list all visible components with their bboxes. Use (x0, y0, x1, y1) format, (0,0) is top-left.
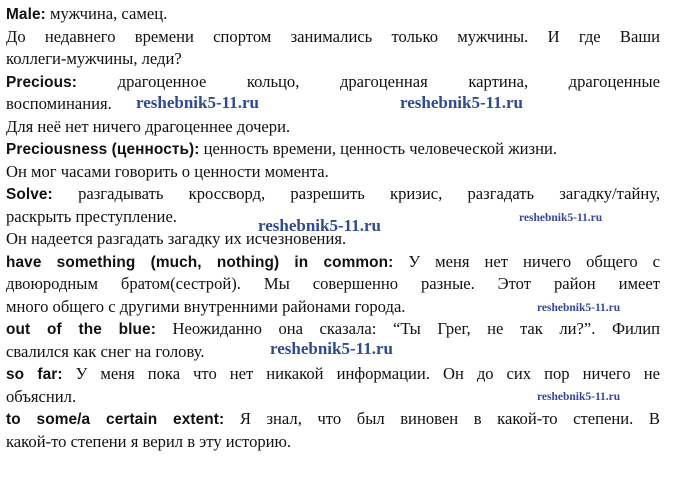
example-to-some-extent-part-2: какой-то степени я верил в эту историю. (6, 431, 292, 451)
term-so-far: so far: (6, 366, 63, 383)
entry-out-of-the-blue-line-1 (6, 318, 660, 341)
example-have-something-part-3: много общего с другими внутренними районами города. (6, 296, 406, 316)
example-to-some-extent-part-1: Я знал, что был виновен в какой-то степени. В (239, 409, 660, 428)
definition-precious-part-2: воспоминания. (6, 94, 112, 113)
watermark: reshebnik5-11.ru (136, 93, 259, 112)
watermark: reshebnik5-11.ru (400, 93, 523, 112)
definition-precious-part-1: драгоценное кольцо, драгоценная картина, драгоценные (117, 71, 660, 91)
term-precious: Precious: (6, 73, 78, 91)
entry-to-some-extent-line-1 (6, 408, 660, 431)
example-out-of-the-blue-part-1: Неожиданно она сказала: “Ты Грег, не так ли?”. Филип (172, 319, 660, 338)
example-precious: Для неё нет ничего драгоценнее дочери. (6, 116, 291, 136)
definition-preciousness: ценность времени, ценность человеческой жизни. (203, 139, 558, 158)
term-solve: Solve: (6, 186, 53, 203)
term-out-of-the-blue: out of the blue: (6, 321, 156, 338)
watermark: reshebnik5-11.ru (258, 216, 381, 235)
example-so-far-part-1: У меня пока что нет никакой информации. Он до сих пор ничего не (75, 364, 660, 383)
watermark: reshebnik5-11.ru (270, 339, 393, 358)
entry-precious-line-1 (6, 71, 660, 94)
entry-solve-line-1 (6, 183, 660, 206)
example-male-line-1: До недавнего времени спортом занимались только мужчины. И где Ваши (6, 26, 660, 46)
term-preciousness: Preciousness (ценность): (6, 141, 200, 158)
example-solve: Он надеется разгадать загадку их исчезновения. (6, 229, 347, 248)
term-male: Male: (6, 6, 46, 23)
definition-solve-part-2: раскрыть преступление. (6, 206, 177, 226)
entry-have-something-line-1 (6, 251, 660, 274)
watermark: reshebnik5-11.ru (519, 212, 603, 224)
entry-preciousness-line-1 (6, 138, 660, 161)
definition-male: мужчина, самец. (50, 4, 168, 23)
term-to-some-extent: to some/a certain extent: (6, 411, 225, 428)
example-male-line-2: коллеги-мужчины, леди? (6, 49, 182, 68)
entry-so-far-line-1 (6, 363, 660, 386)
example-out-of-the-blue-part-2: свалился как снег на голову. (6, 341, 205, 361)
example-have-something-part-1: У меня нет ничего общего с (408, 251, 660, 271)
watermark: reshebnik5-11.ru (537, 302, 621, 314)
term-have-something: have something (much, nothing) in common: (6, 253, 394, 271)
watermark: reshebnik5-11.ru (537, 391, 621, 403)
definition-solve-part-1: разгадывать кроссворд, разрешить кризис, разгадать загадку/тайну, (78, 184, 660, 203)
example-have-something-part-2: двоюродным братом(сестрой). Мы совершенно разные. Этот район имеет (6, 274, 660, 293)
example-preciousness: Он мог часами говорить о ценности момента. (6, 161, 329, 181)
example-so-far-part-2: объяснил. (6, 386, 77, 406)
entry-male-line-1 (6, 3, 660, 26)
